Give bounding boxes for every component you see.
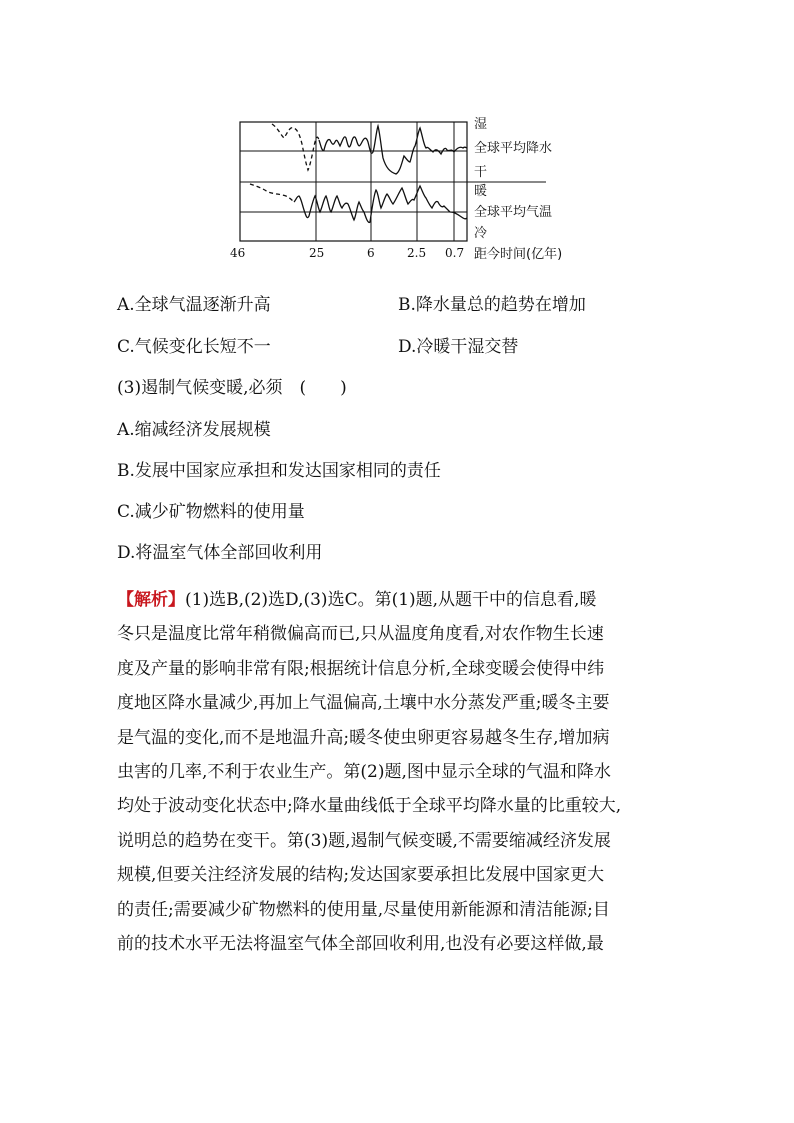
q2-option-a: A.全球气温逐渐升高 xyxy=(117,295,271,315)
x-tick-46: 46 xyxy=(230,246,246,260)
x-tick-2.5: 2.5 xyxy=(407,246,427,260)
q3-option-c: C.减少矿物燃料的使用量 xyxy=(117,502,305,522)
q3-option-b: B.发展中国家应承担和发达国家相同的责任 xyxy=(117,461,441,481)
precip-curve-dashed xyxy=(272,124,319,170)
analysis-line-3: 度及产量的影响非常有限;根据统计信息分析,全球变暖会使得中纬 xyxy=(117,658,605,679)
x-axis-title: 距今时间(亿年) xyxy=(474,247,563,262)
label-cold: 冷 xyxy=(474,226,488,241)
analysis-line-4: 度地区降水量减少,再加上气温偏高,土壤中水分蒸发严重;暖冬主要 xyxy=(117,693,610,714)
q2-option-d: D.冷暖干湿交替 xyxy=(398,337,519,357)
label-dry: 干 xyxy=(474,165,488,180)
label-warm: 暖 xyxy=(474,184,488,199)
q3-option-a: A.缩减经济发展规模 xyxy=(117,420,271,440)
label-precip: 全球平均降水 xyxy=(474,141,553,156)
q2-option-b: B.降水量总的趋势在增加 xyxy=(398,295,586,315)
climate-figure xyxy=(228,112,578,264)
analysis-line-2: 冬只是温度比常年稍微偏高而已,只从温度角度看,对农作物生长速 xyxy=(117,624,604,645)
x-tick-25: 25 xyxy=(309,246,325,260)
q3-stem: (3)遏制气候变暖,必须 ( ) xyxy=(117,378,347,398)
analysis-tag: 【解析】 xyxy=(117,590,185,610)
temp-curve-dashed xyxy=(250,184,294,202)
precip-curve xyxy=(319,126,467,174)
label-temp: 全球平均气温 xyxy=(474,205,553,220)
q3-option-d: D.将温室气体全部回收利用 xyxy=(117,543,323,563)
analysis-line-10: 的责任;需要减少矿物燃料的使用量,尽量使用新能源和清洁能源;目 xyxy=(117,899,610,920)
analysis-line-1 xyxy=(117,583,677,617)
analysis-line-5: 是气温的变化,而不是地温升高;暖冬使虫卵更容易越冬生存,增加病 xyxy=(117,727,610,748)
analysis-block xyxy=(117,583,677,961)
q2-option-c: C.气候变化长短不一 xyxy=(117,337,271,357)
x-tick-6: 6 xyxy=(367,246,375,260)
analysis-line-8: 说明总的趋势在变干。第(3)题,遏制气候变暖,不需要缩减经济发展 xyxy=(117,830,611,851)
x-tick-0.7: 0.7 xyxy=(445,246,465,260)
climate-chart-svg xyxy=(228,112,578,264)
analysis-line-11: 前的技术水平无法将温室气体全部回收利用,也没有必要这样做,最 xyxy=(117,934,604,955)
analysis-line-6: 虫害的几率,不利于农业生产。第(2)题,图中显示全球的气温和降水 xyxy=(117,762,611,783)
label-wet: 湿 xyxy=(474,117,488,132)
analysis-text-1: (1)选B,(2)选D,(3)选C。第(1)题,从题干中的信息看,暖 xyxy=(185,590,597,610)
analysis-line-9: 规模,但要关注经济发展的结构;发达国家要承担比发展中国家更大 xyxy=(117,865,605,886)
temp-curve xyxy=(294,186,467,222)
analysis-line-7: 均处于波动变化状态中;降水量曲线低于全球平均降水量的比重较大, xyxy=(117,796,622,817)
